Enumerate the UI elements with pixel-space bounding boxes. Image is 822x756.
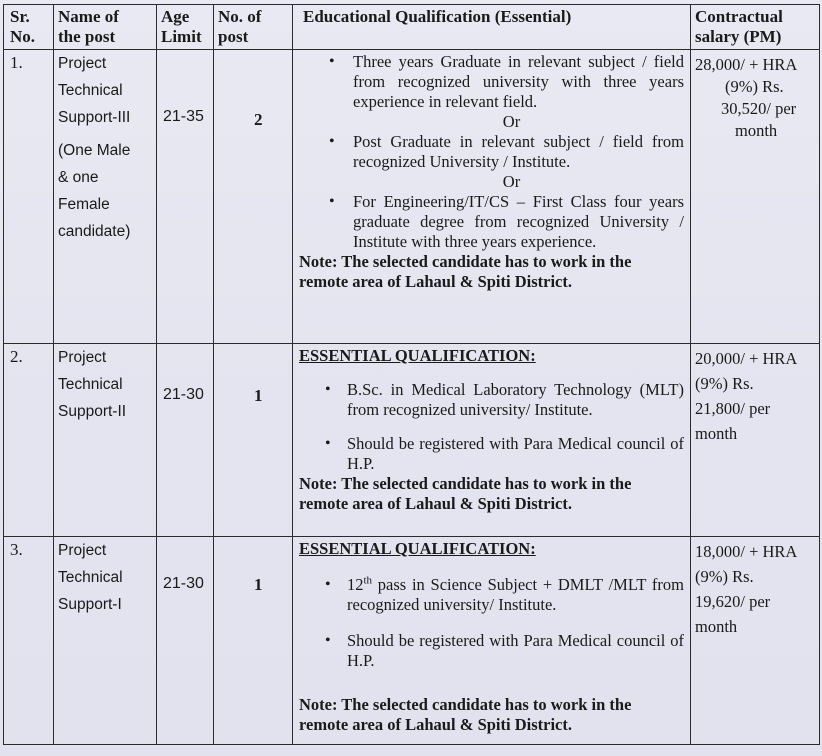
list-item: • B.Sc. in Medical Laboratory Technology (MLT) from recognized university/ Institute.	[325, 380, 684, 419]
salary: 20,000/ + HRA (9%) Rs. 21,800/ per month	[691, 344, 820, 537]
sr-number: 2.	[4, 344, 54, 537]
qualification-cell	[293, 50, 691, 344]
bullet-icon: •	[325, 435, 331, 452]
table-row	[4, 344, 820, 537]
bullet-icon: •	[329, 133, 335, 150]
essential-qualification-heading: ESSENTIAL QUALIFICATION:	[299, 346, 536, 365]
list-item: • 12th pass in Science Subject + DMLT /MLT from recognized university/ Institute.	[325, 574, 684, 614]
salary: 18,000/ + HRA (9%) Rs. 19,620/ per month	[691, 537, 820, 745]
bullet-icon: •	[329, 53, 335, 70]
age-limit: 21-30	[157, 537, 214, 745]
list-item: • For Engineering/IT/CS – First Class four years graduate degree from recognized University / Institute with three years experience.	[329, 192, 684, 251]
header-educational-qualification: Educational Qualification (Essential)	[293, 5, 691, 50]
bullet-icon: •	[329, 193, 335, 210]
age-limit: 21-35	[157, 50, 214, 344]
list-item: • Should be registered with Para Medical council of H.P.	[325, 631, 684, 670]
header-salary: Contractual salary (PM)	[691, 5, 820, 50]
location-note: Note: The selected candidate has to work in the remote area of Lahaul & Spiti District.	[299, 695, 632, 734]
post-name: Project Technical Support-III (One Male & one Female candidate)	[54, 50, 157, 344]
bullet-icon: •	[325, 576, 331, 593]
table-row	[4, 537, 820, 745]
or-separator: Or	[502, 172, 521, 191]
essential-qualification-heading: ESSENTIAL QUALIFICATION:	[299, 539, 536, 558]
candidate-note: (One Male	[58, 142, 131, 159]
or-separator: Or	[502, 112, 521, 131]
number-of-posts: 1	[214, 344, 293, 537]
list-item: • Three years Graduate in relevant subject / field from recognized university with three years experience in relevant field.	[329, 52, 684, 111]
post-name: Project Technical Support-I	[54, 537, 157, 745]
list-item: • Should be registered with Para Medical council of H.P.	[325, 434, 684, 473]
list-item: • Post Graduate in relevant subject / field from recognized University / Institute.	[329, 132, 684, 171]
sr-number: 1.	[4, 50, 54, 344]
location-note: Note: The selected candidate has to work in the remote area of Lahaul & Spiti District.	[299, 252, 632, 291]
header-age: Age Limit	[157, 5, 214, 50]
location-note: Note: The selected candidate has to work in the remote area of Lahaul & Spiti District.	[299, 474, 632, 513]
sr-number: 3.	[4, 537, 54, 745]
header-no-of-post: No. of post	[214, 5, 293, 50]
header-sr: Sr. No.	[4, 5, 54, 50]
post-name: Project Technical Support-II	[54, 344, 157, 537]
table-row	[4, 50, 820, 344]
salary: 28,000/ + HRA (9%) Rs. 30,520/ per month	[691, 50, 820, 344]
qualification-cell	[293, 344, 691, 537]
bullet-icon: •	[325, 381, 331, 398]
bullet-icon: •	[325, 632, 331, 649]
header-name: Name of the post	[54, 5, 157, 50]
header-row	[4, 5, 820, 50]
recruitment-table	[3, 4, 820, 745]
age-limit: 21-30	[157, 344, 214, 537]
qualification-cell	[293, 537, 691, 745]
number-of-posts: 2	[214, 50, 293, 344]
number-of-posts: 1	[214, 537, 293, 745]
